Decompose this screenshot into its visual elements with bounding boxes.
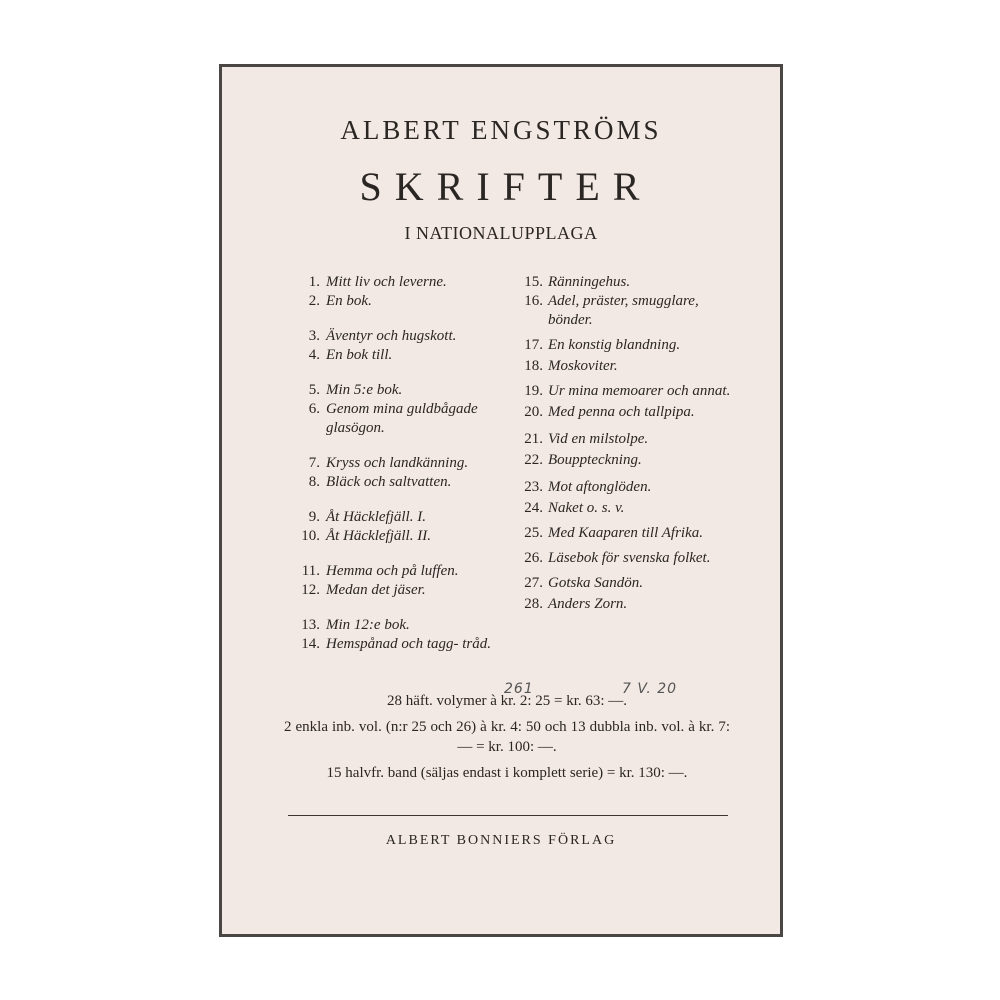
work-number: 3. xyxy=(308,328,320,344)
work-number: 4. xyxy=(308,347,320,363)
work-number: 15. xyxy=(524,274,543,290)
work-entry xyxy=(510,357,740,376)
work-entry xyxy=(282,616,512,635)
work-title: Anders Zorn. xyxy=(548,596,628,612)
work-number: 2. xyxy=(308,293,320,309)
work-entry xyxy=(282,508,512,527)
price-line: 2 enkla inb. vol. (n:r 25 och 26) à kr. 4: 50 och 13 dubbla inb. vol. à kr. 7: — = kr. 100: —. xyxy=(284,719,730,755)
work-entry xyxy=(510,451,740,470)
book-page xyxy=(219,64,783,937)
work-title: Läsebok för svenska folket. xyxy=(548,550,711,566)
work-entry xyxy=(282,273,512,292)
work-entry xyxy=(282,381,512,400)
work-title: En konstig blandning. xyxy=(548,337,681,353)
work-number: 5. xyxy=(308,382,320,398)
work-title: Gotska Sandön. xyxy=(548,575,643,591)
work-number: 22. xyxy=(524,452,543,468)
edition-label: I NATIONALUPPLAGA xyxy=(404,223,598,243)
work-number: 20. xyxy=(524,404,543,420)
work-number: 7. xyxy=(308,455,320,471)
price-line: 15 halvfr. band (säljas endast i komplett serie) = kr. 130: —. xyxy=(326,765,688,781)
work-entry xyxy=(282,635,512,654)
page-subtitle: SKRIFTER xyxy=(359,164,653,209)
work-title: Med penna och tallpipa. xyxy=(548,404,695,420)
work-entry xyxy=(510,499,740,518)
work-entry xyxy=(510,403,740,422)
work-title: Mitt liv och leverne. xyxy=(326,274,447,290)
work-title: Medan det jäser. xyxy=(326,582,426,598)
work-title: Naket o. s. v. xyxy=(548,500,625,516)
publisher: ALBERT BONNIERS FÖRLAG xyxy=(385,833,617,848)
work-number: 23. xyxy=(524,479,543,495)
work-entry xyxy=(510,549,740,568)
work-entry xyxy=(282,327,512,346)
work-entry xyxy=(510,336,740,355)
work-entry xyxy=(510,382,740,401)
work-entry xyxy=(282,473,512,492)
work-title: Genom mina guldbågade glasögon. xyxy=(326,401,478,436)
work-entry xyxy=(282,454,512,473)
work-number: 8. xyxy=(308,474,320,490)
work-entry xyxy=(510,273,740,292)
work-title: Adel, präster, smugglare, bönder. xyxy=(548,293,699,328)
work-entry xyxy=(282,581,512,600)
work-number: 28. xyxy=(524,596,543,612)
work-title: En bok till. xyxy=(326,347,393,363)
work-title: Åt Häcklefjäll. II. xyxy=(326,528,431,544)
work-number: 14. xyxy=(301,636,320,652)
work-number: 13. xyxy=(301,617,320,633)
work-number: 1. xyxy=(308,274,320,290)
work-number: 18. xyxy=(524,358,543,374)
work-number: 24. xyxy=(524,500,543,516)
handwritten-note: 261 xyxy=(504,681,534,697)
work-number: 21. xyxy=(524,431,543,447)
work-number: 19. xyxy=(524,383,543,399)
work-title: Med Kaaparen till Afrika. xyxy=(548,525,703,541)
work-number: 12. xyxy=(301,582,320,598)
work-entry xyxy=(282,346,512,365)
work-title: Bläck och saltvatten. xyxy=(326,474,452,490)
work-number: 10. xyxy=(301,528,320,544)
work-title: Min 5:e bok. xyxy=(326,382,403,398)
work-entry xyxy=(510,524,740,543)
work-number: 11. xyxy=(301,563,320,579)
work-entry xyxy=(510,574,740,593)
work-number: 26. xyxy=(524,550,543,566)
work-number: 25. xyxy=(524,525,543,541)
work-title: Äventyr och hugskott. xyxy=(326,328,457,344)
work-number: 17. xyxy=(524,337,543,353)
works-list-left xyxy=(282,273,512,654)
work-title: Ur mina memoarer och annat. xyxy=(548,383,731,399)
work-title: Hemma och på luffen. xyxy=(326,563,459,579)
work-entry xyxy=(510,292,740,330)
price-list xyxy=(284,691,730,789)
work-number: 16. xyxy=(524,293,543,309)
work-title: Moskoviter. xyxy=(548,358,618,374)
work-title: Åt Häcklefjäll. I. xyxy=(326,509,426,525)
divider xyxy=(288,815,728,816)
work-title: Min 12:e bok. xyxy=(326,617,410,633)
work-title: En bok. xyxy=(326,293,372,309)
work-entry xyxy=(510,430,740,449)
work-entry xyxy=(510,478,740,497)
work-title: Mot aftonglöden. xyxy=(548,479,652,495)
work-title: Ränningehus. xyxy=(548,274,631,290)
work-title: Hemspånad och tagg- tråd. xyxy=(326,636,491,652)
works-list-right xyxy=(510,273,740,614)
work-entry xyxy=(282,562,512,581)
work-number: 27. xyxy=(524,575,543,591)
work-title: Bouppteckning. xyxy=(548,452,642,468)
work-entry xyxy=(282,292,512,311)
work-entry xyxy=(510,595,740,614)
work-entry xyxy=(282,400,512,438)
page-title: ALBERT ENGSTRÖMS xyxy=(340,115,662,145)
work-entry xyxy=(282,527,512,546)
handwritten-note: 7 V. 20 xyxy=(622,681,678,697)
work-number: 9. xyxy=(308,509,320,525)
work-title: Vid en milstolpe. xyxy=(548,431,649,447)
price-line: 28 häft. volymer à kr. 2: 25 = kr. 63: —. xyxy=(386,693,628,709)
work-number: 6. xyxy=(308,401,320,417)
work-title: Kryss och landkänning. xyxy=(326,455,469,471)
